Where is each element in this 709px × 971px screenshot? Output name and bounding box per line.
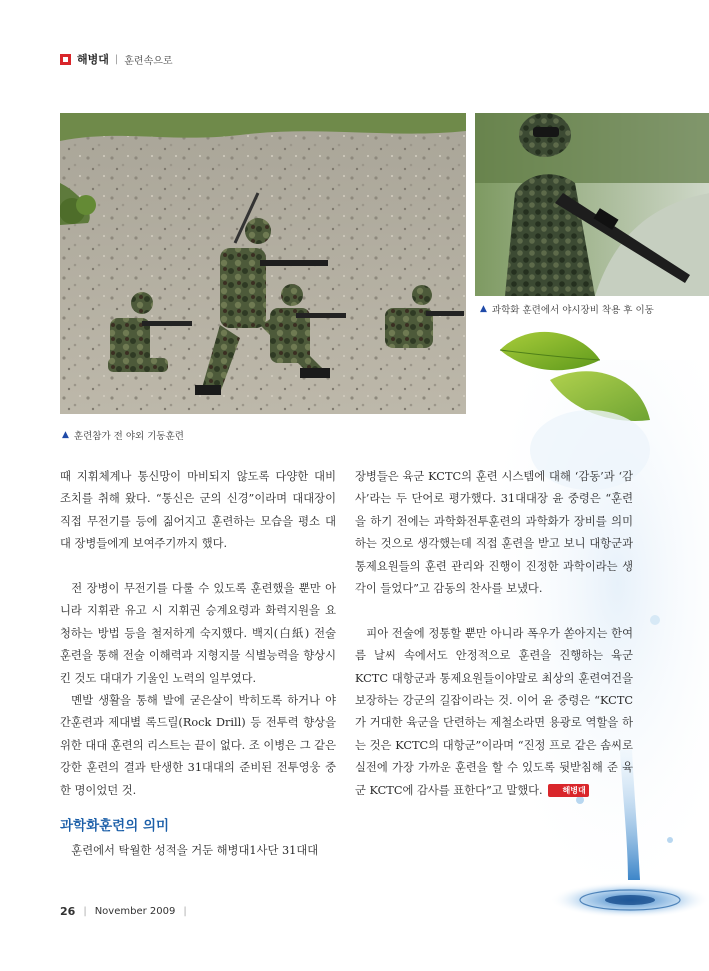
- brand-name: 해병대: [77, 53, 109, 66]
- page-footer: [60, 905, 187, 918]
- caption-text: 과학화 훈련에서 야시장비 착용 후 이동: [491, 305, 654, 316]
- page-number: 26: [60, 905, 76, 918]
- caption-triangle-icon: ▲: [62, 430, 69, 440]
- body-paragraph: 훈련에서 탁월한 성적을 거둔 해병대1사단 31대대: [71, 844, 319, 858]
- photo-caption-main: [62, 428, 184, 442]
- body-paragraph: 장병들은 육군 KCTC의 훈련 시스템에 대해 ‘감동’과 ‘감사’라는 두 단어로 평가했다. 31대대장 윤 중령은 “훈련을 하기 전에는 과학화전투훈련의 과학화가 장비를 의미하는 것으로 생각했는데 직접 훈련을 받고 보니 대항군과 통제요원들의 훈련 관리와 진행이 진정한 과학이라는 생각이 들었다”고 감동의 찬사를 보냈다.: [355, 470, 633, 596]
- footer-separator: |: [83, 906, 87, 917]
- body-paragraph: 전 장병이 무전기를 다룰 수 있도록 훈련했을 뿐만 아니라 지휘관 유고 시 지휘권 승계요령과 화력지원을 요청하는 방법 등을 철저하게 숙지했다. 백지(白紙) 전술 훈련을 통해 전술 이해력과 지형지물 식별능력을 향상시킨 것도 대대가 기울인 노력의 일부였다.: [60, 582, 336, 685]
- body-paragraph-text: 피아 전술에 정통할 뿐만 아니라 폭우가 쏟아지는 한여름 날씨 속에서도 안정적으로 훈련을 진행하는 육군 KCTC 대항군과 통제요원들이야말로 최상의 훈련여건을 보장하는 강군의 길잡이라는 것. 이어 윤 중령은 “KCTC가 거대한 육군을 단련하는 제철소라면 용광로 역할을 하는 것은 KCTC의 대항군”이라며 “진정 프로 같은 솜씨로 실전에 가장 가까운 훈련을 할 수 있도록 뒷받침해 준 육군 KCTC에 감사를 표한다”고 말했다.: [355, 626, 633, 797]
- body-paragraph: [355, 623, 633, 802]
- header-separator: |: [114, 53, 119, 65]
- end-mark-badge: 해병대: [548, 784, 588, 797]
- section-subheading: 과학화훈련의 의미: [60, 818, 170, 835]
- caption-text: 훈련참가 전 야외 기동훈련: [73, 431, 184, 442]
- brand-square-icon: [60, 54, 71, 65]
- body-paragraph: 때 지휘체계나 통신망이 마비되지 않도록 다양한 대비 조치를 취해 왔다. “통신은 군의 신경”이라며 대대장이 직접 무전기를 등에 짊어지고 훈련하는 모습을 평소 대대 장병들에게 보여주기까지 했다.: [60, 470, 336, 551]
- training-photo-main: [60, 113, 466, 414]
- running-header: [60, 51, 173, 67]
- photo-caption-side: [480, 302, 654, 316]
- section-name: 훈련속으로: [124, 55, 173, 67]
- footer-separator: |: [183, 906, 187, 917]
- body-paragraph: 몐발 생활을 통해 발에 굳은살이 박히도록 하거나 야간훈련과 제대별 록드릴(Rock Drill) 등 전투력 향상을 위한 대대 훈련의 리스트는 끝이 없다. 조 이병은 그 같은 강한 훈련의 결과 탄생한 31대대의 준비된 전투영웅 중 한 명이었던 것.: [60, 694, 336, 797]
- caption-triangle-icon: ▲: [480, 304, 487, 314]
- article-column-right: [355, 466, 633, 802]
- issue-date: November 2009: [94, 906, 176, 917]
- article-column-left: [60, 466, 336, 862]
- training-photo-night-vision: [475, 113, 709, 296]
